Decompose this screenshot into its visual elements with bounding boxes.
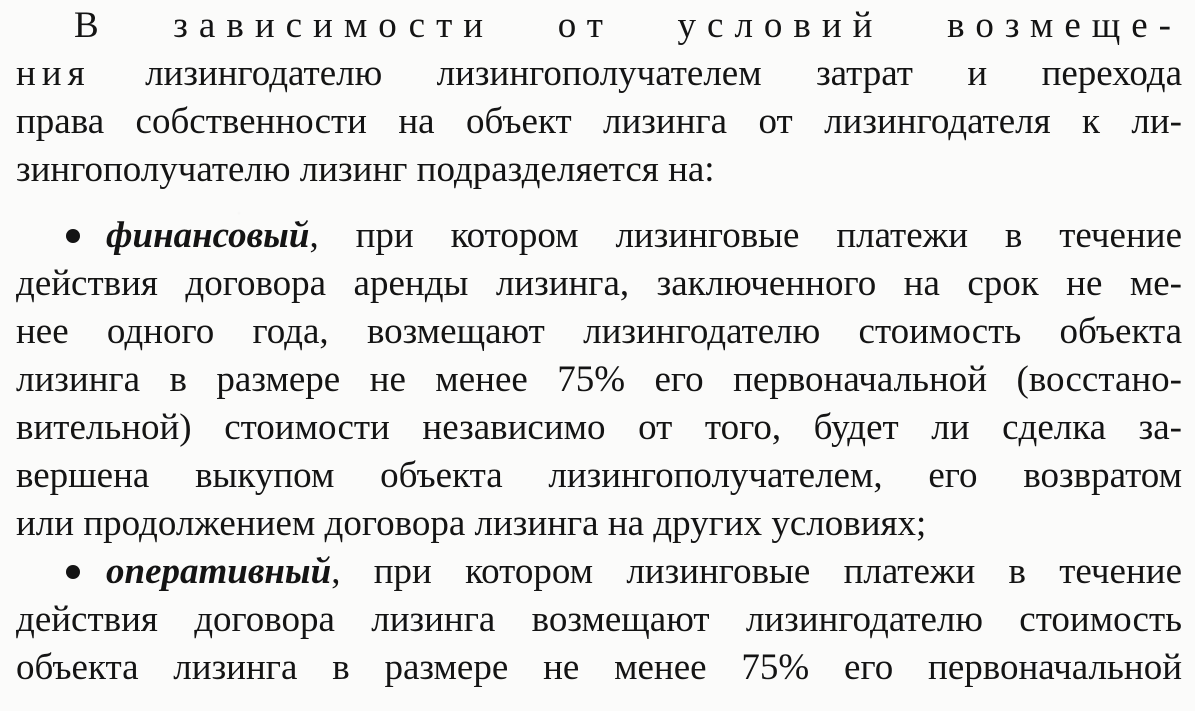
financial-line-7: или продолжением договора лизинга на других условиях;: [16, 503, 927, 544]
intro-line-1: В зависимости от условий возмеще-: [74, 5, 1182, 46]
financial-line-4: лизинга в размере не менее 75% его первоначальной (восстано-: [16, 359, 1182, 400]
term-operational: оперативный: [106, 551, 332, 592]
financial-line-3: нее одного года, возмещают лизингодателю стоимость объекта: [16, 311, 1182, 352]
financial-line-5: вительной) стоимости независимо от того, будет ли сделка за-: [16, 407, 1182, 448]
intro-line-2: [16, 50, 1182, 98]
intro-line-2-start: ния: [16, 53, 91, 94]
bullet-icon: [66, 565, 80, 579]
operational-line-1-text: , при котором лизинговые платежи в течение: [331, 551, 1182, 592]
financial-line-1: [0, 212, 1182, 260]
financial-line-6: вершена выкупом объекта лизингополучателем, его возвратом: [16, 455, 1182, 496]
term-financial: финансовый: [106, 215, 310, 256]
operational-line-1: [0, 548, 1182, 596]
intro-line-2-rest: лизингодателю лизингополучателем затрат и перехода: [145, 53, 1183, 94]
bullet-icon: [66, 229, 80, 243]
operational-line-3: объекта лизинга в размере не менее 75% его первоначальной: [16, 647, 1182, 688]
intro-line-3: права собственности на объект лизинга от лизингодателя к ли-: [16, 101, 1182, 142]
operational-line-2: действия договора лизинга возмещают лизингодателю стоимость: [16, 599, 1182, 640]
financial-line-1-text: , при котором лизинговые платежи в течение: [309, 215, 1182, 256]
financial-line-2: действия договора аренды лизинга, заключенного на срок не ме-: [16, 263, 1182, 304]
intro-line-4: зингополучателю лизинг подразделяется на:: [16, 149, 715, 190]
